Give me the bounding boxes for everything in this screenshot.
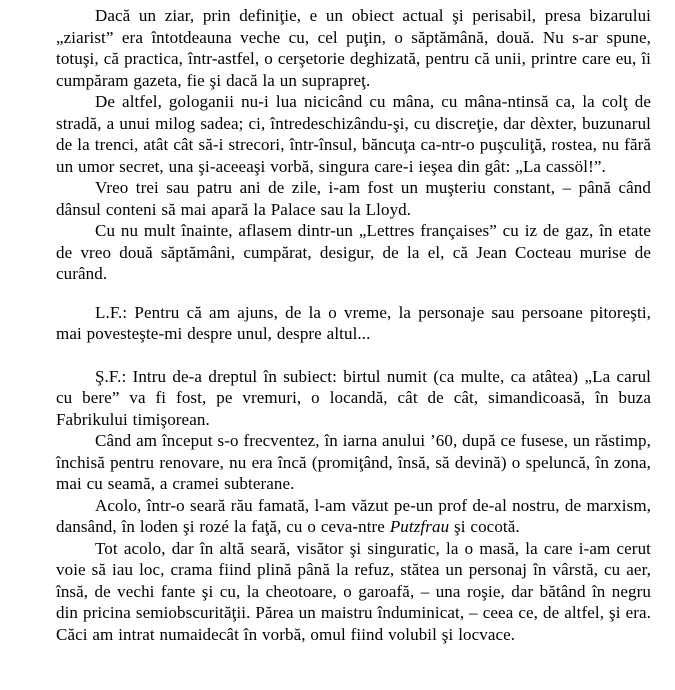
paragraph-constant-customer: Vreo trei sau patru ani de zile, i-am fost un muşteriu constant, – până când dânsul conteni să mai apară la Palace sau la Lloyd. xyxy=(56,178,651,219)
paragraph-renovation: Când am început s-o frecventez, în iarna anului ’60, după ce fusese, un răstimp, închisă pentru renovare, nu era încă (promiţând, însă, să devină) o speluncă, în zona, mai cu seamă, a cramei subterane. xyxy=(56,431,651,493)
paragraph-coins-pocket: De altfel, gologanii nu-i lua nicicând cu mâna, cu mâna-ntinsă ca, la colţ de stradă, a unui milog sadea; ci, întredeschizându-şi, cu discreţie, dar dèxter, buzunarul de la trenci, atât cât să-i strecori, într-însul, băncuţa ca-ntr-o puşculiţă, rostea, nu fără un umor secret, una şi-aceeaşi vorbă, singura care-i ieşea din gât: „La cassöl!”. xyxy=(56,92,651,176)
paragraph-cocteau-death: Cu nu mult înainte, aflasem dintr-un „Lettres françaises” cu iz de gaz, în etate de vreo două săptămâni, cumpărat, desigur, de la el, că Jean Cocteau murise de curând. xyxy=(56,221,651,283)
text-block xyxy=(56,5,651,645)
interviewer-question: L.F.: Pentru că am ajuns, de la o vreme, la personaje sau persoane pitoreşti, mai povesteşte-mi despre unul, despre altul... xyxy=(56,302,651,343)
interviewee-answer-birt: Ş.F.: Intru de-a dreptul în subiect: birtul numit (ca multe, ca atâtea) „La carul cu bere” va fi fost, pe vremuri, o locandă, cât de cât, simandicoasă, în buza Fabrikului timişorean. xyxy=(56,366,651,429)
paragraph-old-dandy: Tot acolo, dar în altă seară, visător şi singuratic, la o masă, la care i-am cerut voie să iau loc, crama fiind plină până la refuz, stătea un personaj în vârstă, cu aer, însă, de vechi fante şi cu, la cheotoare, o garoafă, – una roşie, dar bătând în negru din pricina semiobscurităţii. Părea un maistru înduminicat, – ceea ce, de altfel, şi era. Căci am intrat numaidecât în vorbă, omul fiind volubil şi locvace. xyxy=(56,538,651,644)
text-segment-pre: Acolo, într-o seară rău famată, l-am văzut pe-un prof de-al nostru, de marxism, dansând, în loden şi rozé la faţă, cu o ceva-ntre xyxy=(56,495,651,536)
text-segment-post: şi cocotă. xyxy=(449,517,520,536)
paragraph-marxism-professor xyxy=(56,495,651,538)
paragraph-newspaper-definition: Dacă un ziar, prin definiţie, e un obiect actual şi perisabil, presa bizarului „ziarist” era întotdeauna veche cu, cel puţin, o săptămână, două. Nu s-ar spune, totuşi, că practica, într-astfel, o cerşetorie deghizată, pentru că unii, printre care eu, îi cumpăram gazeta, fie şi dacă la un suprapreţ. xyxy=(56,6,651,90)
putzfrau-italic-term: Putzfrau xyxy=(389,517,450,536)
